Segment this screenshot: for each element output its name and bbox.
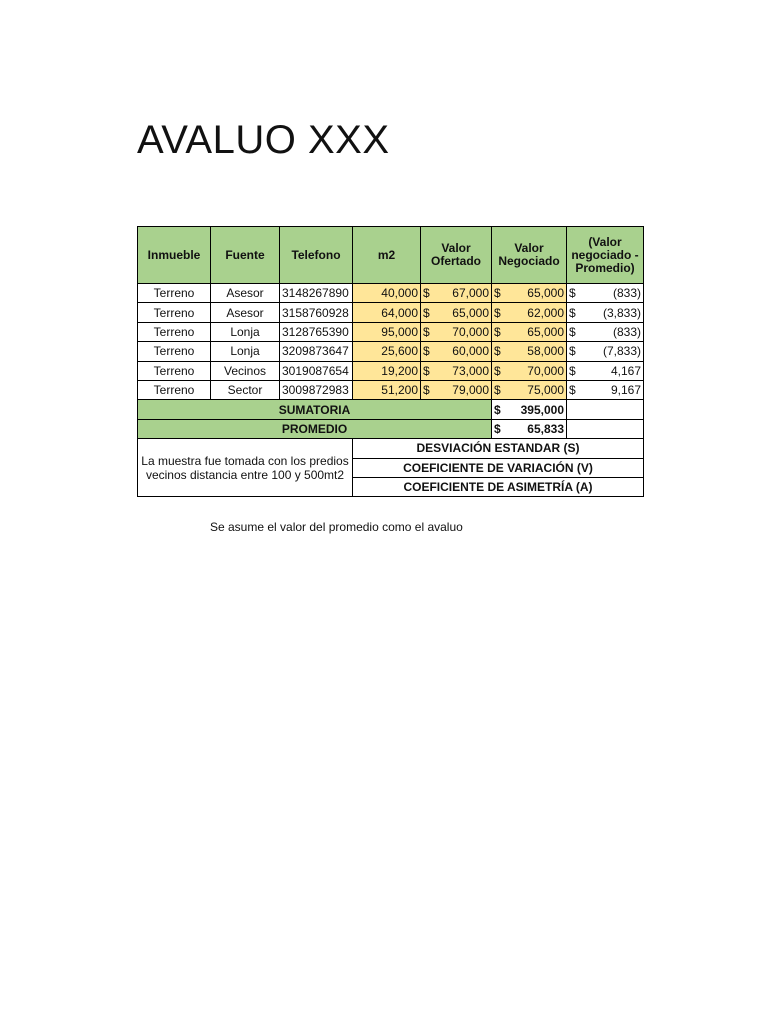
cell-valor-ofertado-amount: 67,000 bbox=[452, 286, 489, 301]
cell-diferencia-amount: (833) bbox=[612, 286, 641, 301]
cell-m2: 64,000 bbox=[353, 303, 421, 322]
cell-valor-ofertado-amount: 60,000 bbox=[452, 344, 489, 359]
cell-inmueble: Terreno bbox=[138, 361, 211, 380]
cell-m2: 51,200 bbox=[353, 380, 421, 399]
cell-fuente: Asesor bbox=[211, 303, 280, 322]
cell-valor-ofertado-amount: 70,000 bbox=[452, 324, 489, 339]
currency-symbol: $ bbox=[494, 363, 501, 378]
cell-fuente: Lonja bbox=[211, 322, 280, 341]
currency-symbol: $ bbox=[569, 383, 576, 398]
currency-symbol: $ bbox=[569, 324, 576, 339]
header-inmueble: Inmueble bbox=[138, 227, 211, 284]
cell-inmueble: Terreno bbox=[138, 303, 211, 322]
cell-valor-ofertado bbox=[421, 380, 492, 399]
cell-valor-negociado-amount: 70,000 bbox=[527, 363, 564, 378]
cell-inmueble: Terreno bbox=[138, 380, 211, 399]
cell-diferencia bbox=[567, 342, 644, 361]
currency-symbol: $ bbox=[423, 383, 430, 398]
promedio-value bbox=[492, 419, 567, 438]
cell-valor-negociado-amount: 65,000 bbox=[527, 324, 564, 339]
cell-diferencia bbox=[567, 361, 644, 380]
stat-row-desviacion bbox=[138, 439, 644, 458]
cell-valor-ofertado-amount: 73,000 bbox=[452, 363, 489, 378]
asimetria-label: COEFICIENTE DE ASIMETRÍA (A) bbox=[353, 477, 644, 496]
currency-symbol: $ bbox=[494, 383, 501, 398]
sample-note: La muestra fue tomada con los predios vecinos distancia entre 100 y 500mt2 bbox=[138, 439, 353, 497]
cell-diferencia-amount: 9,167 bbox=[610, 383, 641, 398]
cell-diferencia bbox=[567, 322, 644, 341]
cell-valor-negociado bbox=[492, 303, 567, 322]
cell-inmueble: Terreno bbox=[138, 322, 211, 341]
sumatoria-value bbox=[492, 400, 567, 419]
cell-diferencia-amount: (7,833) bbox=[602, 344, 641, 359]
cell-inmueble: Terreno bbox=[138, 284, 211, 303]
cell-diferencia-amount: 4,167 bbox=[610, 363, 641, 378]
cell-telefono: 3209873647 bbox=[280, 342, 353, 361]
currency-symbol: $ bbox=[423, 286, 430, 301]
cell-m2: 40,000 bbox=[353, 284, 421, 303]
currency-symbol: $ bbox=[423, 344, 430, 359]
currency-symbol: $ bbox=[423, 363, 430, 378]
header-valor-negociado: Valor Negociado bbox=[492, 227, 567, 284]
currency-symbol: $ bbox=[494, 305, 501, 320]
cell-valor-negociado-amount: 65,000 bbox=[527, 286, 564, 301]
currency-symbol: $ bbox=[569, 344, 576, 359]
cell-m2: 19,200 bbox=[353, 361, 421, 380]
currency-symbol: $ bbox=[494, 324, 501, 339]
cell-telefono: 3009872983 bbox=[280, 380, 353, 399]
cell-valor-negociado bbox=[492, 342, 567, 361]
cell-valor-negociado bbox=[492, 380, 567, 399]
cell-valor-negociado bbox=[492, 284, 567, 303]
desviacion-label: DESVIACIÓN ESTANDAR (S) bbox=[353, 439, 644, 458]
currency-symbol: $ bbox=[569, 363, 576, 378]
page-title: AVALUO XXX bbox=[137, 118, 390, 162]
cell-diferencia bbox=[567, 380, 644, 399]
cell-fuente: Vecinos bbox=[211, 361, 280, 380]
cell-valor-negociado-amount: 62,000 bbox=[527, 305, 564, 320]
promedio-amount: 65,833 bbox=[527, 421, 564, 436]
cell-diferencia-amount: (3,833) bbox=[602, 305, 641, 320]
currency-symbol: $ bbox=[494, 402, 501, 417]
currency-symbol: $ bbox=[423, 324, 430, 339]
promedio-label: PROMEDIO bbox=[138, 419, 492, 438]
cell-valor-ofertado bbox=[421, 284, 492, 303]
cell-valor-ofertado bbox=[421, 361, 492, 380]
currency-symbol: $ bbox=[494, 344, 501, 359]
cell-m2: 95,000 bbox=[353, 322, 421, 341]
table-row bbox=[138, 284, 644, 303]
empty-cell bbox=[567, 400, 644, 419]
table-row bbox=[138, 303, 644, 322]
footer-note: Se asume el valor del promedio como el avaluo bbox=[210, 520, 463, 534]
table-row bbox=[138, 380, 644, 399]
cell-valor-negociado bbox=[492, 322, 567, 341]
promedio-row bbox=[138, 419, 644, 438]
currency-symbol: $ bbox=[569, 286, 576, 301]
sumatoria-amount: 395,000 bbox=[520, 402, 564, 417]
header-row bbox=[138, 227, 644, 284]
sumatoria-row bbox=[138, 400, 644, 419]
empty-cell bbox=[567, 419, 644, 438]
table-row bbox=[138, 361, 644, 380]
cell-valor-ofertado bbox=[421, 303, 492, 322]
appraisal-table bbox=[137, 226, 644, 497]
currency-symbol: $ bbox=[494, 286, 501, 301]
cell-fuente: Sector bbox=[211, 380, 280, 399]
currency-symbol: $ bbox=[423, 305, 430, 320]
cell-valor-negociado-amount: 75,000 bbox=[527, 383, 564, 398]
cell-valor-ofertado bbox=[421, 322, 492, 341]
cell-telefono: 3148267890 bbox=[280, 284, 353, 303]
header-telefono: Telefono bbox=[280, 227, 353, 284]
table-row bbox=[138, 342, 644, 361]
variacion-label: COEFICIENTE DE VARIACIÓN (V) bbox=[353, 458, 644, 477]
currency-symbol: $ bbox=[494, 421, 501, 436]
cell-inmueble: Terreno bbox=[138, 342, 211, 361]
currency-symbol: $ bbox=[569, 305, 576, 320]
cell-fuente: Asesor bbox=[211, 284, 280, 303]
cell-telefono: 3019087654 bbox=[280, 361, 353, 380]
cell-valor-negociado-amount: 58,000 bbox=[527, 344, 564, 359]
header-valor-ofertado: Valor Ofertado bbox=[421, 227, 492, 284]
header-diferencia: (Valor negociado - Promedio) bbox=[567, 227, 644, 284]
cell-telefono: 3158760928 bbox=[280, 303, 353, 322]
header-m2: m2 bbox=[353, 227, 421, 284]
cell-m2: 25,600 bbox=[353, 342, 421, 361]
cell-valor-ofertado-amount: 65,000 bbox=[452, 305, 489, 320]
cell-diferencia bbox=[567, 284, 644, 303]
table-row bbox=[138, 322, 644, 341]
cell-valor-ofertado-amount: 79,000 bbox=[452, 383, 489, 398]
cell-diferencia bbox=[567, 303, 644, 322]
header-fuente: Fuente bbox=[211, 227, 280, 284]
cell-telefono: 3128765390 bbox=[280, 322, 353, 341]
cell-fuente: Lonja bbox=[211, 342, 280, 361]
cell-valor-ofertado bbox=[421, 342, 492, 361]
cell-diferencia-amount: (833) bbox=[612, 324, 641, 339]
sumatoria-label: SUMATORIA bbox=[138, 400, 492, 419]
cell-valor-negociado bbox=[492, 361, 567, 380]
